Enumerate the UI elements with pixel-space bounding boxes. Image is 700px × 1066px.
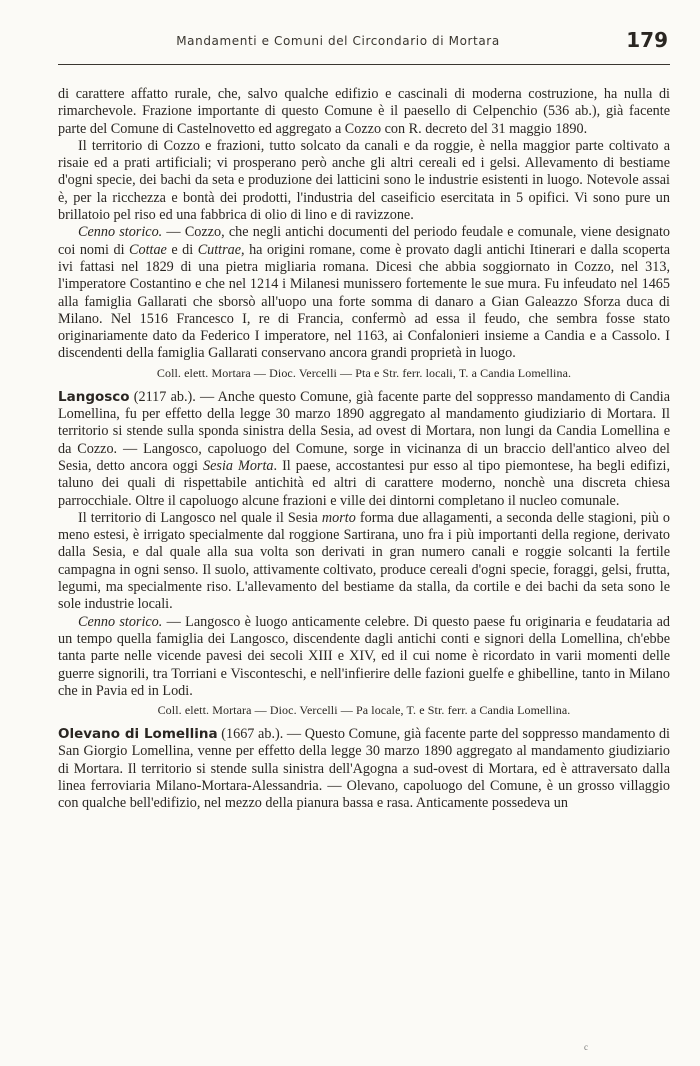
langosco-coll-line: Coll. elett. Mortara — Dioc. Vercelli — Pa locale, T. e Str. ferr. a Candia Lomellina. [157,703,571,718]
footer-mark: c [584,1042,588,1052]
sesia-morta-term: Sesia Morta [203,457,274,474]
olevano-entry: Olevano di Lomellina (1667 ab.). — Questo Comune, già facente parte del soppresso mandamento di San Giorgio Lomellina, venne per effetto della legge 30 marzo 1890 aggregato al mandamento giudiziario di Mortara. Il territorio si stende sulla sinistra dell'Agogna a sud-ovest di Mortara, ed è attraversato dalla linea ferroviaria Milano-Mortara-Alessandria. — Olevano, capoluogo del Comune, è un grosso villaggio con qualche bell'edifizio, nel mezzo della pianura bassa e rasa. Anticamente possedeva un [58,726,670,812]
page-header [58,30,668,60]
cottae-term: Cottae [129,241,167,258]
cozzo-cenno-storico: Cenno storico. — Cozzo, che negli antichi documenti del periodo feudale e comunale, viene designato coi nomi di Cottae e di Cuttrae, ha origini romane, come è provato dagli antichi Itinerari e dalla scoperta ivi fattasi nel 1829 di una pietra migliaria romana. Dicesi che abbia soggiornato in Cozzo, nel 313, l'imperatore Costantino e che nel 1214 i Milanesi munissero fortemente le sue mura. Fu infeudato nel 1465 alla famiglia Gallarati che sborsò all'uopo una forte somma di danaro a Gian Galeazzo Sforza duca di Milano. Nel 1516 Francesco I, re di Francia, confermò ad essa il feudo, che sembra fosse stato originariamente dato da Federico I imperatore, nel 1163, ai Confalonieri insieme a Candia e a Cassolo. I discendenti della famiglia Gallarati conservano ancora grandi proprietà in luogo. [58,224,670,362]
cozzo-coll-line: Coll. elett. Mortara — Dioc. Vercelli — Pta e Str. ferr. locali, T. a Candia Lomellina. [156,365,572,380]
cozzo-paragraph-2: Il territorio di Cozzo e frazioni, tutto solcato da canali e da roggie, è nella maggior parte coltivato a risaie ed a prati artificiali; vi prosperano però anche gli altri cereali ed i gelsi. Allevamento di bestiame d'ogni specie, dei bachi da seta e produzione dei latticini sono le industrie esistenti in luogo. Notevole assai è, per la ricchezza e bontà dei prodotti, l'industria del caseificio esercitata in 5 opifici. Vi sono pure un brillatoio pel riso ed una fabbrica di olio di lino e di ravizzone. [58,137,670,224]
cenno-storico-label: Cenno storico. [78,224,163,241]
langosco-entry: Langosco (2117 ab.). — Anche questo Comune, già facente parte del soppresso mandamento di Candia Lomellina, fu per effetto della legge 30 marzo 1890 aggregato al mandamento giudiziario di Mortara. Il territorio si stende sulla sponda sinistra della Sesia, ad ovest di Mortara, non lungi da Candia Lomellina e da Cozzo. — Langosco, capoluogo del Comune, sorge in vicinanza di un braccio dell'antico alveo del Sesia, detto ancora oggi Sesia Morta. Il paese, accostantesi pur esso al tipo piemontese, ha begli edifizi, taluno dei quali di rispettabile antichità ed altri di carattere moderno, nonchè una discreta chiesa parrocchiale. Oltre il capoluogo alcune frazioni e ville dei dintorni completano il nucleo comunale. [58,388,671,509]
langosco-paragraph-2: Il territorio di Langosco nel quale il Sesia morto forma due allagamenti, a seconda delle stagioni, più o meno estesi, è irrigato specialmente dal roggione Sartirana, uno fra i più importanti della regione, derivato dalla Sesia, e dal quale alla sua volta son derivati in gran numero canali e roggie solcanti la fertile campagna in ogni senso. Il suolo, attivamente coltivato, produce cereali d'ogni specie, foraggi, gelsi, frutta, legumi, ma specialmente riso. L'allevamento del bestiame da stalla, da cortile e dei bachi da seta sono le sole industrie locali. [58,509,671,613]
olevano-entry-name: Olevano di Lomellina [58,726,218,743]
page-body [58,86,670,813]
header-rule [58,64,670,65]
langosco-cenno-storico: Cenno storico. — Langosco è luogo anticamente celebre. Di questo paese fu originaria e feudataria ad un tempo quella famiglia dei Langosco, discendente dagli antichi conti e signori della Lomellina, ch'ebbe tanta parte nelle vicende pavesi dei secoli XIII e XIV, ed il cui nome è ricordato in varii momenti delle guerre signorili, tra Torriani e Visconteschi, e nell'infierire delle fazioni guelfe e ghibelline, tanto in Milano che in Pavia ed in Lodi. [58,613,670,699]
cenno-storico-label: Cenno storico. [78,613,163,630]
page-number: 179 [626,28,668,52]
cuttrae-term: Cuttrae [197,241,242,258]
running-head: Mandamenti e Comuni del Circondario di Mortara [176,34,500,48]
morto-term: morto [321,509,356,526]
cozzo-paragraph-1: di carattere affatto rurale, che, salvo qualche edifizio e cascinali di moderna costruzione, ha nulla di rimarchevole. Frazione importante di questo Comune è il paesello di Celpenchio (536 ab.), già facente parte del Comune di Castelnovetto ed aggregato a Cozzo con R. decreto del 31 maggio 1890. [58,86,670,137]
langosco-entry-name: Langosco [58,388,130,405]
